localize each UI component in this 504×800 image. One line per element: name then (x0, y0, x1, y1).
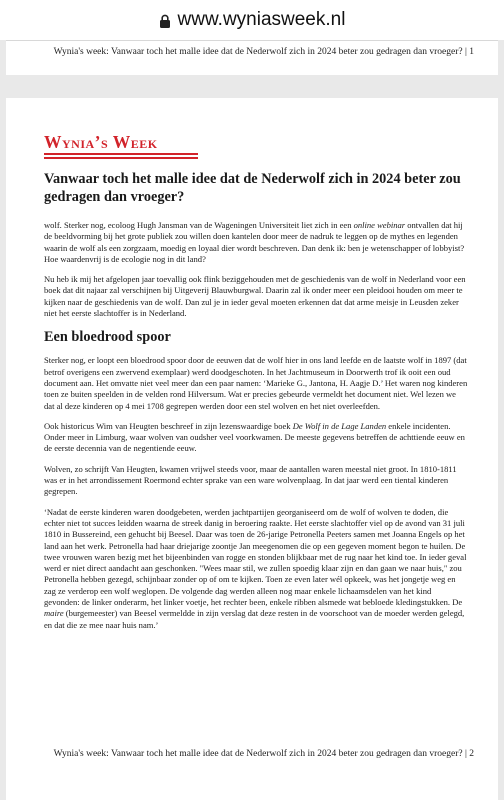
url-text: www.wyniasweek.nl (177, 9, 346, 30)
logo-rule-top (44, 153, 198, 155)
browser-url-bar[interactable] (0, 0, 504, 40)
paragraph: Wolven, zo schrijft Van Heugten, kwamen vrijwel steeds voor, maar de aantallen waren meestal niet groot. In 1810-1811 was er in het arrondissement Roermond echter sprake van een ware wolvenplaag. In dat jaar werd een tiental kinderen gegrepen. (44, 463, 457, 497)
page-1-bottom (6, 40, 498, 75)
article-title: Vanwaar toch het malle idee dat de Nederwolf zich in 2024 beter zou gedragen dan vroeger? (44, 171, 461, 205)
page-1-footer: Wynia's week: Vanwaar toch het malle idee dat de Nederwolf zich in 2024 beter zou gedragen dan vroeger? | 1 (53, 47, 474, 57)
paragraph: Sterker nog, er loopt een bloedrood spoor door de eeuwen dat de wolf hier in ons land leefde en de laatste wolf in 1897 (dat betrof overigens een zwervend exemplaar) werd doodgeschoten. In het Jachtmuseum in Doorwerth trof ik ooit een oud document aan. Het omvatte niet veel meer dan een paar namen: ‘Marieke G., Jantona, H. Aagje D.’ Het waren nog kinderen toen ze buiten speelden in de velden rond Hilversum. Wat er precies gebeurde vermeldt het document niet. Wel lezen we dat al deze kinderen op 4 mei 1708 gegrepen werden door een stel wolven en het niet overleefden. (44, 355, 468, 411)
page-2-footer: Wynia's week: Vanwaar toch het malle idee dat de Nederwolf zich in 2024 beter zou gedragen dan vroeger? | 2 (53, 749, 474, 759)
paragraph: Nu heb ik mij het afgelopen jaar toevallig ook flink beziggehouden met de geschiedenis van de wolf in Nederland voor een boek dat dit najaar zal verschijnen bij Uitgeverij Blauwburgwal. Daarin zal ik onder meer een pleidooi houden om meer te kijken naar de geschiedenis van de wolf. Dan zul je in ieder geval moeten erkennen dat dat arme meisje in Leusden zeker niet het eerste slachtoffer is in Nederland. (44, 274, 466, 319)
wynias-week-logo (44, 132, 198, 160)
page-2 (6, 98, 498, 800)
logo-text: Wynia’s Week (44, 132, 158, 152)
article-body (44, 220, 468, 640)
quote-paragraph: ‘Nadat de eerste kinderen waren doodgebeten, werden jachtpartijen georganiseerd om de wolf of wolven te doden, die echter niet tot succes leidden waarna de streek danig in beroering raakte. Het eerste slachtoffer viel op de avond van 31 juli 1810 in Bussereind, een gehucht bij Beesel. Daar was toen de 26-jarige Petronella Peeters samen met Joanna Engels op het land aan het werk. Petronella had haar driejarige zoontje Jan meegenomen die op een gegeven moment begon te huilen. De twee vrouwen waren bezig met het bijeenbinden van rogge en stonden blijkbaar met de rug naar het kind toe. In ieder geval werd er niet direct aandacht aan geschonken. "Wees maar stil, we zullen spoedig klaar zijn en dan gaan we naar huis," zou Petronella hebben gezegd, schijnbaar zonder op of om te kijken. Toen ze even later wél opkeek, was het jongetje weg en zag ze verderop een wolf weglopen. De volgende dag werden alleen nog maar enkele lichaamsdelen van het kind gevonden: de linker onderarm, het linker voetje, het rechter been, enkele ribben alsmede wat bebloede kledingstukken. De maire (burgemeester) van Beesel vermeldde in zijn verslag dat deze resten in de voorschoot van de moeder werden gelegd, en dat die ze mee naar huis nam.’ (44, 506, 467, 630)
lock-icon (159, 14, 171, 28)
paragraph: Ook historicus Wim van Heugten beschreef in zijn lezenswaardige boek De Wolf in de Lage Landen enkele incidenten. Onder meer in Limburg, waar wolven van oudsher veel voorkwamen. De meeste gegevens betreffen de achttiende eeuw en de eerste decennia van de negentiende eeuw. (44, 420, 465, 454)
section-heading: Een bloedrood spoor (44, 329, 171, 346)
logo-rule-bottom (44, 157, 198, 159)
paragraph: wolf. Sterker nog, ecoloog Hugh Jansman van de Wageningen Universiteit liet zich in een online webinar ontvallen dat hij de beeldvorming bij het grote publiek zou willen doen kantelen door meer de nadruk te leggen op de mythes en legenden waarin de wolf als een zorgzaam, moedig en loyaal dier wordt beschreven. Dan denk ik: ben je wetenschapper of lobbyist? Hoe waardenvrij is de ecologie nog in dit land? (44, 220, 465, 264)
